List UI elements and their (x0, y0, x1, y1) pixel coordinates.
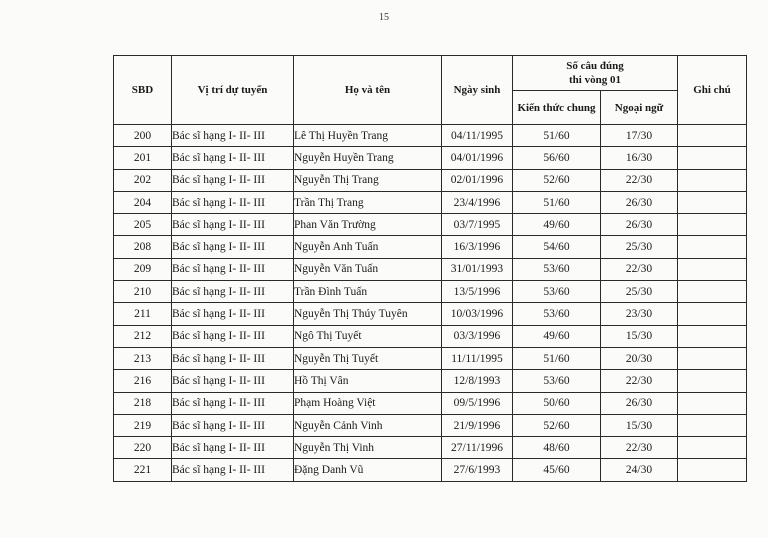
table-body (114, 125, 747, 482)
table-row (114, 191, 747, 213)
cell-general-knowledge: 51/60 (513, 125, 601, 147)
cell-general-knowledge: 50/60 (513, 392, 601, 414)
cell-name: Đặng Danh Vũ (294, 459, 442, 481)
cell-position: Bác sĩ hạng I- II- III (172, 147, 294, 169)
table-row (114, 347, 747, 369)
cell-general-knowledge: 49/60 (513, 325, 601, 347)
cell-dob: 27/6/1993 (442, 459, 513, 481)
table-row (114, 437, 747, 459)
header-foreign-language: Ngoại ngữ (601, 91, 678, 125)
cell-notes (678, 169, 747, 191)
cell-foreign-language: 24/30 (601, 459, 678, 481)
cell-dob: 03/3/1996 (442, 325, 513, 347)
cell-foreign-language: 22/30 (601, 258, 678, 280)
cell-position: Bác sĩ hạng I- II- III (172, 370, 294, 392)
cell-name: Trần Đình Tuấn (294, 281, 442, 303)
cell-dob: 13/5/1996 (442, 281, 513, 303)
cell-foreign-language: 23/30 (601, 303, 678, 325)
cell-sbd: 200 (114, 125, 172, 147)
cell-name: Lê Thị Huyền Trang (294, 125, 442, 147)
cell-sbd: 208 (114, 236, 172, 258)
cell-general-knowledge: 54/60 (513, 236, 601, 258)
cell-general-knowledge: 52/60 (513, 169, 601, 191)
table-row (114, 370, 747, 392)
table-row (114, 459, 747, 481)
cell-foreign-language: 22/30 (601, 370, 678, 392)
cell-dob: 11/11/1995 (442, 347, 513, 369)
cell-name: Ngô Thị Tuyết (294, 325, 442, 347)
cell-name: Nguyễn Thị Trang (294, 169, 442, 191)
cell-notes (678, 281, 747, 303)
cell-notes (678, 125, 747, 147)
cell-general-knowledge: 49/60 (513, 214, 601, 236)
cell-notes (678, 258, 747, 280)
cell-position: Bác sĩ hạng I- II- III (172, 169, 294, 191)
header-correct-answers: Số câu đúng thi vòng 01 (513, 56, 678, 91)
cell-general-knowledge: 53/60 (513, 281, 601, 303)
cell-dob: 02/01/1996 (442, 169, 513, 191)
header-row (114, 56, 747, 91)
cell-name: Nguyễn Thị Tuyết (294, 347, 442, 369)
cell-name: Hồ Thị Vân (294, 370, 442, 392)
cell-name: Nguyễn Huyền Trang (294, 147, 442, 169)
cell-foreign-language: 15/30 (601, 325, 678, 347)
cell-dob: 21/9/1996 (442, 414, 513, 436)
cell-sbd: 210 (114, 281, 172, 303)
cell-position: Bác sĩ hạng I- II- III (172, 191, 294, 213)
page-number: 15 (379, 12, 389, 23)
cell-position: Bác sĩ hạng I- II- III (172, 258, 294, 280)
table-row (114, 325, 747, 347)
cell-name: Trần Thị Trang (294, 191, 442, 213)
cell-position: Bác sĩ hạng I- II- III (172, 236, 294, 258)
cell-dob: 10/03/1996 (442, 303, 513, 325)
cell-general-knowledge: 51/60 (513, 191, 601, 213)
table-row (114, 125, 747, 147)
cell-position: Bác sĩ hạng I- II- III (172, 414, 294, 436)
cell-notes (678, 459, 747, 481)
cell-notes (678, 191, 747, 213)
table-row (114, 281, 747, 303)
cell-dob: 04/11/1995 (442, 125, 513, 147)
cell-sbd: 219 (114, 414, 172, 436)
cell-sbd: 204 (114, 191, 172, 213)
cell-position: Bác sĩ hạng I- II- III (172, 347, 294, 369)
cell-notes (678, 214, 747, 236)
cell-dob: 27/11/1996 (442, 437, 513, 459)
header-position: Vị trí dự tuyển (172, 56, 294, 125)
cell-position: Bác sĩ hạng I- II- III (172, 125, 294, 147)
cell-notes (678, 414, 747, 436)
cell-general-knowledge: 56/60 (513, 147, 601, 169)
cell-sbd: 201 (114, 147, 172, 169)
cell-sbd: 202 (114, 169, 172, 191)
cell-foreign-language: 17/30 (601, 125, 678, 147)
cell-dob: 03/7/1995 (442, 214, 513, 236)
cell-dob: 31/01/1993 (442, 258, 513, 280)
cell-notes (678, 236, 747, 258)
cell-dob: 16/3/1996 (442, 236, 513, 258)
cell-sbd: 211 (114, 303, 172, 325)
cell-sbd: 218 (114, 392, 172, 414)
cell-notes (678, 325, 747, 347)
cell-notes (678, 392, 747, 414)
cell-notes (678, 437, 747, 459)
cell-foreign-language: 26/30 (601, 214, 678, 236)
cell-sbd: 212 (114, 325, 172, 347)
cell-sbd: 209 (114, 258, 172, 280)
cell-general-knowledge: 52/60 (513, 414, 601, 436)
cell-position: Bác sĩ hạng I- II- III (172, 459, 294, 481)
table-row (114, 392, 747, 414)
cell-dob: 12/8/1993 (442, 370, 513, 392)
cell-general-knowledge: 53/60 (513, 258, 601, 280)
cell-sbd: 213 (114, 347, 172, 369)
cell-foreign-language: 20/30 (601, 347, 678, 369)
cell-notes (678, 370, 747, 392)
cell-general-knowledge: 53/60 (513, 303, 601, 325)
table-row (114, 214, 747, 236)
table-row (114, 258, 747, 280)
cell-name: Nguyễn Thị Vinh (294, 437, 442, 459)
cell-name: Nguyễn Anh Tuấn (294, 236, 442, 258)
table-row (114, 147, 747, 169)
table-row (114, 236, 747, 258)
cell-sbd: 205 (114, 214, 172, 236)
cell-position: Bác sĩ hạng I- II- III (172, 392, 294, 414)
cell-sbd: 221 (114, 459, 172, 481)
cell-foreign-language: 22/30 (601, 437, 678, 459)
header-sbd: SBD (114, 56, 172, 125)
cell-position: Bác sĩ hạng I- II- III (172, 303, 294, 325)
cell-general-knowledge: 45/60 (513, 459, 601, 481)
cell-sbd: 220 (114, 437, 172, 459)
cell-name: Phan Văn Trường (294, 214, 442, 236)
cell-foreign-language: 25/30 (601, 281, 678, 303)
cell-general-knowledge: 51/60 (513, 347, 601, 369)
cell-notes (678, 347, 747, 369)
table-row (114, 169, 747, 191)
header-name: Họ và tên (294, 56, 442, 125)
cell-foreign-language: 22/30 (601, 169, 678, 191)
cell-sbd: 216 (114, 370, 172, 392)
header-dob: Ngày sinh (442, 56, 513, 125)
cell-dob: 09/5/1996 (442, 392, 513, 414)
cell-foreign-language: 15/30 (601, 414, 678, 436)
results-table (113, 55, 747, 482)
cell-dob: 04/01/1996 (442, 147, 513, 169)
cell-foreign-language: 25/30 (601, 236, 678, 258)
cell-notes (678, 147, 747, 169)
table-row (114, 303, 747, 325)
cell-name: Nguyễn Cảnh Vinh (294, 414, 442, 436)
cell-name: Nguyễn Văn Tuấn (294, 258, 442, 280)
cell-foreign-language: 16/30 (601, 147, 678, 169)
cell-position: Bác sĩ hạng I- II- III (172, 214, 294, 236)
header-general-knowledge: Kiến thức chung (513, 91, 601, 125)
cell-general-knowledge: 53/60 (513, 370, 601, 392)
cell-dob: 23/4/1996 (442, 191, 513, 213)
table-row (114, 414, 747, 436)
cell-position: Bác sĩ hạng I- II- III (172, 437, 294, 459)
cell-name: Nguyễn Thị Thúy Tuyên (294, 303, 442, 325)
cell-foreign-language: 26/30 (601, 392, 678, 414)
header-notes: Ghi chú (678, 56, 747, 125)
cell-notes (678, 303, 747, 325)
cell-general-knowledge: 48/60 (513, 437, 601, 459)
cell-name: Phạm Hoàng Việt (294, 392, 442, 414)
cell-foreign-language: 26/30 (601, 191, 678, 213)
cell-position: Bác sĩ hạng I- II- III (172, 325, 294, 347)
cell-position: Bác sĩ hạng I- II- III (172, 281, 294, 303)
